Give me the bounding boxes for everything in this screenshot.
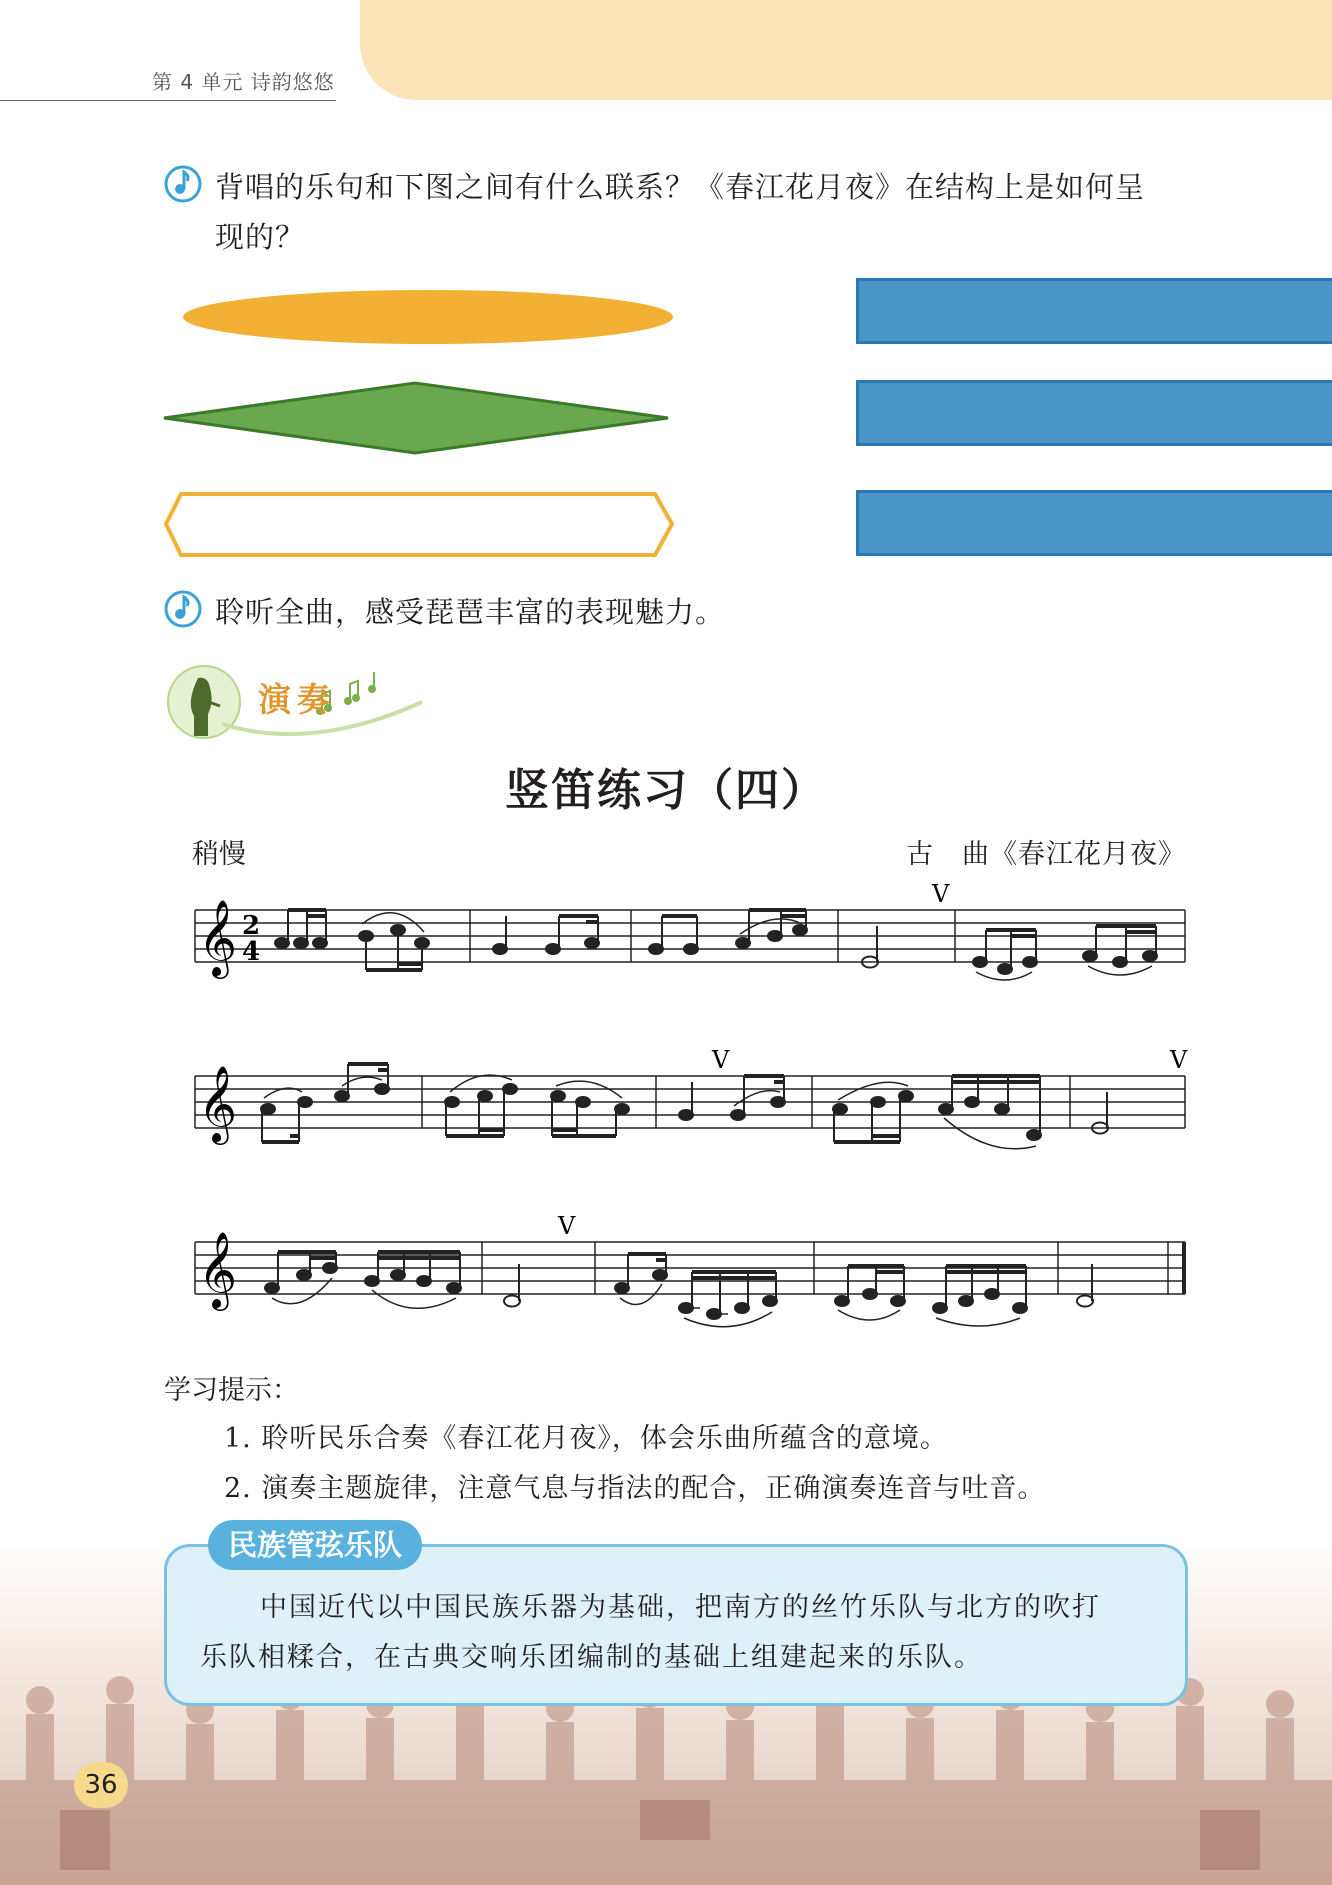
header-rule [0,100,336,101]
hint-item-2: 2. 演奏主题旋律，注意气息与指法的配合，正确演奏连音与吐音。 [224,1473,1046,1504]
svg-text:V: V [712,1046,730,1074]
header-band [360,0,1332,100]
breath-mark: V [932,880,950,908]
music-staff-1 [190,880,1190,1000]
music-staff-3 [190,1212,1190,1332]
section-label: 演奏 [258,680,336,719]
tempo-marking: 稍慢 [192,839,246,870]
composer: 古 曲《春江花月夜》 [906,839,1186,870]
question-2: 聆听全曲，感受琵琶丰富的表现魅力。 [215,595,726,629]
svg-text:𝄞: 𝄞 [198,899,238,976]
music-staff-2 [190,1046,1190,1166]
music-note-icon [163,589,203,629]
svg-text:V: V [558,1212,576,1240]
blue-box-3 [856,490,1332,556]
question-1-line-1: 背唱的乐句和下图之间有什么联系？《春江花月夜》在结构上是如何呈 [215,170,1146,204]
hint-item-1: 1. 聆听民乐合奏《春江花月夜》，体会乐曲所蕴含的意境。 [224,1423,948,1454]
time-signature-bottom: 4 [242,937,261,967]
blue-box-2 [856,380,1332,446]
question-1-line-2: 现的？ [215,220,306,254]
info-box-tab: 民族管弦乐队 [208,1520,422,1570]
time-signature-top: 2 [242,911,261,941]
page-number: 36 [74,1762,128,1808]
diamond-shape [164,383,668,453]
svg-text:V: V [1170,1046,1188,1074]
hexagon-shape [166,494,672,555]
piece-title: 竖笛练习（四） [505,765,827,816]
blue-box-1 [856,278,1332,344]
info-text-line-1: 中国近代以中国民族乐器为基础，把南方的丝竹乐队与北方的吹打 [260,1592,1101,1623]
ellipse-shape [183,290,673,344]
svg-text:𝄞: 𝄞 [198,1231,238,1308]
music-note-icon [163,164,203,204]
hints-title: 学习提示： [164,1375,299,1406]
svg-text:𝄞: 𝄞 [198,1065,238,1142]
info-text-line-2: 乐队相糅合，在古典交响乐团编制的基础上组建起来的乐队。 [200,1642,983,1673]
unit-header: 第 4 单元 诗韵悠悠 [152,70,335,94]
